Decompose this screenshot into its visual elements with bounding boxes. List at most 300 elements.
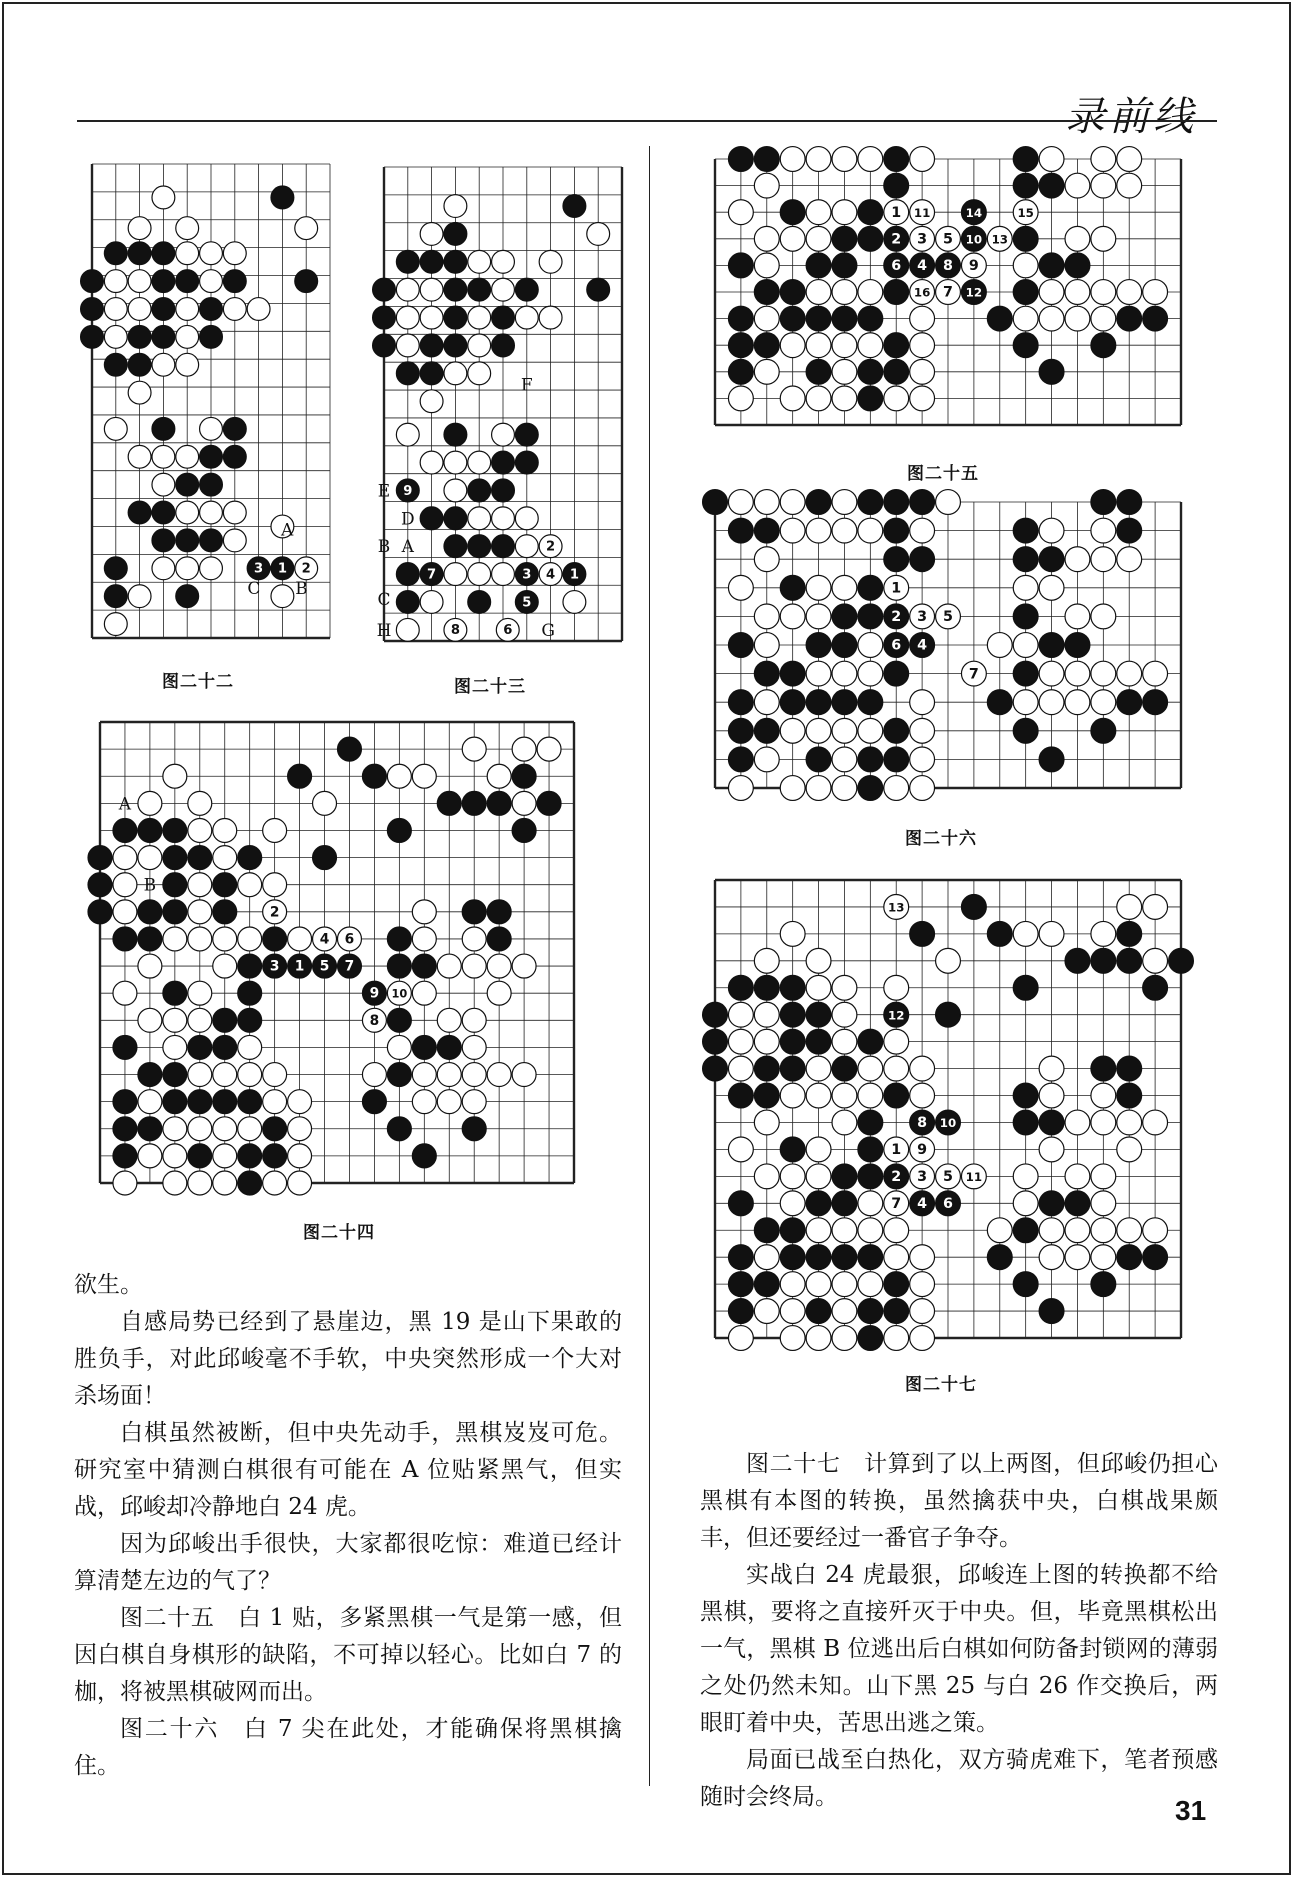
black-stone	[387, 1063, 411, 1087]
white-stone	[138, 1008, 162, 1032]
white-stone	[444, 563, 467, 586]
white-stone	[1117, 1218, 1142, 1243]
white-stone	[858, 718, 883, 743]
point-label: E	[377, 481, 391, 502]
white-stone	[858, 147, 883, 172]
move-number: 3	[917, 609, 928, 626]
black-stone	[961, 280, 986, 305]
white-stone	[806, 718, 831, 743]
black-stone	[396, 563, 419, 586]
black-stone	[884, 253, 909, 278]
white-stone	[263, 1171, 287, 1195]
black-stone	[1065, 1191, 1090, 1216]
white-stone	[1091, 173, 1116, 198]
white-stone	[539, 563, 562, 586]
diagram-caption-24: 图二十四	[303, 1223, 375, 1243]
black-stone	[152, 270, 175, 293]
black-stone	[884, 490, 909, 515]
white-stone	[200, 242, 223, 265]
black-stone	[806, 490, 831, 515]
black-stone	[152, 529, 175, 552]
white-stone	[462, 1063, 486, 1087]
white-stone	[884, 975, 909, 1000]
move-number: 8	[943, 258, 953, 275]
black-stone	[858, 200, 883, 225]
black-stone	[223, 417, 246, 440]
white-stone	[780, 1164, 805, 1189]
white-stone	[832, 1326, 857, 1351]
white-stone	[1117, 1110, 1142, 1135]
white-stone	[1143, 1110, 1168, 1135]
white-stone	[936, 1164, 961, 1189]
white-stone	[1143, 895, 1168, 920]
white-stone	[936, 226, 961, 251]
white-stone	[163, 927, 187, 951]
white-stone	[492, 250, 515, 273]
white-stone	[420, 591, 443, 614]
white-stone	[1065, 547, 1090, 572]
go-diagram-23	[372, 155, 634, 653]
white-stone	[200, 417, 223, 440]
black-stone	[213, 873, 237, 897]
black-stone	[806, 1029, 831, 1054]
black-stone	[728, 633, 753, 658]
move-number: 12	[888, 1008, 905, 1023]
black-stone	[462, 900, 486, 924]
white-stone	[420, 222, 443, 245]
black-stone	[213, 1035, 237, 1059]
white-stone	[806, 280, 831, 305]
white-stone	[188, 818, 212, 842]
black-stone	[512, 764, 536, 788]
black-stone	[444, 222, 467, 245]
white-stone	[780, 386, 805, 411]
white-stone	[492, 563, 515, 586]
go-diagram-22	[80, 152, 342, 650]
black-stone	[884, 518, 909, 543]
white-stone	[288, 1090, 312, 1114]
black-stone	[1091, 1056, 1116, 1081]
black-stone	[176, 270, 199, 293]
move-number: 7	[427, 567, 437, 583]
black-stone	[81, 298, 104, 321]
white-stone	[832, 1002, 857, 1027]
white-stone	[936, 604, 961, 629]
black-stone	[1117, 518, 1142, 543]
white-stone	[1091, 1245, 1116, 1270]
black-stone	[858, 386, 883, 411]
point-label: B	[143, 875, 157, 896]
diagram-caption-25: 图二十五	[907, 464, 979, 484]
black-stone	[113, 818, 137, 842]
white-stone	[754, 1029, 779, 1054]
white-stone	[754, 1164, 779, 1189]
white-stone	[444, 618, 467, 641]
white-stone	[910, 1056, 935, 1081]
black-stone	[728, 1299, 753, 1324]
white-stone	[396, 306, 419, 329]
white-stone	[1091, 518, 1116, 543]
white-stone	[1091, 1218, 1116, 1243]
white-stone	[1065, 604, 1090, 629]
move-number: 2	[891, 609, 902, 626]
white-stone	[247, 298, 270, 321]
white-stone	[213, 927, 237, 951]
black-stone	[780, 975, 805, 1000]
black-stone	[832, 1191, 857, 1216]
white-stone	[295, 217, 318, 240]
white-stone	[1065, 690, 1090, 715]
black-stone	[728, 1191, 753, 1216]
white-stone	[910, 280, 935, 305]
white-stone	[1039, 661, 1064, 686]
black-stone	[515, 591, 538, 614]
paragraph: 实战白 24 虎最狠，邱峻连上图的转换都不给黑棋，要将之直接歼灭于中央。但，毕竟黑棋松出一气，黑棋 B 位逃出后白棋如何防备封锁网的薄弱之处仍然未知。山下黑 25 与白 26 作交换后，两眼盯着中央，苦思出逃之策。	[700, 1562, 1218, 1736]
black-stone	[420, 507, 443, 530]
white-stone	[728, 386, 753, 411]
white-stone	[754, 604, 779, 629]
move-number: 4	[319, 931, 330, 948]
black-stone	[1013, 333, 1038, 358]
white-stone	[754, 253, 779, 278]
black-stone	[728, 747, 753, 772]
black-stone	[728, 359, 753, 384]
white-stone	[910, 359, 935, 384]
white-stone	[176, 557, 199, 580]
white-stone	[806, 386, 831, 411]
white-stone	[487, 954, 511, 978]
white-stone	[1091, 306, 1116, 331]
black-stone	[832, 1164, 857, 1189]
white-stone	[1091, 547, 1116, 572]
paragraph: 欲生。	[74, 1272, 143, 1298]
black-stone	[754, 975, 779, 1000]
black-stone	[780, 575, 805, 600]
white-stone	[728, 200, 753, 225]
black-stone	[806, 1245, 831, 1270]
white-stone	[238, 927, 262, 951]
move-number: 5	[522, 595, 532, 611]
white-stone	[1039, 1137, 1064, 1162]
black-stone	[152, 417, 175, 440]
black-stone	[373, 334, 396, 357]
white-stone	[1065, 173, 1090, 198]
white-stone	[444, 451, 467, 474]
white-stone	[492, 423, 515, 446]
black-stone	[858, 1110, 883, 1135]
point-label: G	[541, 620, 556, 641]
black-stone	[1143, 1245, 1168, 1270]
black-stone	[387, 1008, 411, 1032]
white-stone	[487, 981, 511, 1005]
white-stone	[806, 776, 831, 801]
white-stone	[806, 226, 831, 251]
black-stone	[858, 1299, 883, 1324]
black-stone	[420, 250, 443, 273]
white-stone	[176, 501, 199, 524]
white-stone	[832, 975, 857, 1000]
white-stone	[113, 873, 137, 897]
white-stone	[1091, 1164, 1116, 1189]
white-stone	[1013, 200, 1038, 225]
black-stone	[362, 1090, 386, 1114]
black-stone	[104, 557, 127, 580]
white-stone	[288, 1117, 312, 1141]
black-stone	[936, 253, 961, 278]
white-stone	[1039, 280, 1064, 305]
paragraph: 自感局势已经到了悬崖边，黑 19 是山下果敢的胜负手，对此邱峻毫不手软，中央突然形成一个大对杀场面！	[74, 1309, 622, 1409]
section-title: 录前线	[1065, 94, 1197, 140]
black-stone	[188, 846, 212, 870]
black-stone	[113, 1144, 137, 1168]
white-stone	[1039, 690, 1064, 715]
white-stone	[188, 981, 212, 1005]
white-stone	[512, 737, 536, 761]
white-stone	[754, 1299, 779, 1324]
white-stone	[728, 776, 753, 801]
white-stone	[223, 529, 246, 552]
white-stone	[910, 1272, 935, 1297]
white-stone	[437, 1063, 461, 1087]
black-stone	[88, 846, 112, 870]
black-stone	[1143, 690, 1168, 715]
black-stone	[412, 954, 436, 978]
black-stone	[987, 1245, 1012, 1270]
white-stone	[515, 507, 538, 530]
white-stone	[910, 1164, 935, 1189]
white-stone	[961, 661, 986, 686]
black-stone	[128, 242, 151, 265]
white-stone	[832, 776, 857, 801]
black-stone	[987, 306, 1012, 331]
move-number: 13	[888, 900, 905, 915]
black-stone	[444, 306, 467, 329]
black-stone	[512, 818, 536, 842]
white-stone	[487, 764, 511, 788]
white-stone	[910, 1137, 935, 1162]
black-stone	[703, 1002, 728, 1027]
white-stone	[780, 604, 805, 629]
black-stone	[176, 473, 199, 496]
white-stone	[884, 575, 909, 600]
black-stone	[1039, 173, 1064, 198]
white-stone	[138, 954, 162, 978]
point-label: B	[377, 537, 391, 558]
white-stone	[1039, 921, 1064, 946]
black-stone	[295, 270, 318, 293]
black-stone	[936, 1002, 961, 1027]
white-stone	[515, 306, 538, 329]
white-stone	[412, 764, 436, 788]
white-stone	[337, 927, 361, 951]
move-number: 2	[891, 1169, 902, 1186]
black-stone	[420, 334, 443, 357]
black-stone	[537, 791, 561, 815]
diagram-caption-27: 图二十七	[905, 1375, 977, 1395]
black-stone	[754, 518, 779, 543]
white-stone	[806, 1083, 831, 1108]
white-stone	[188, 1171, 212, 1195]
black-stone	[910, 921, 935, 946]
white-stone	[832, 280, 857, 305]
white-stone	[138, 791, 162, 815]
black-stone	[104, 585, 127, 608]
white-stone	[832, 147, 857, 172]
white-stone	[754, 226, 779, 251]
white-stone	[1065, 306, 1090, 331]
white-stone	[492, 507, 515, 530]
white-stone	[754, 948, 779, 973]
move-number: 6	[344, 931, 355, 948]
go-diagram-25	[703, 147, 1193, 437]
white-stone	[806, 200, 831, 225]
white-stone	[213, 1144, 237, 1168]
white-stone	[728, 1029, 753, 1054]
white-stone	[213, 1171, 237, 1195]
black-stone	[444, 250, 467, 273]
move-number: 11	[913, 205, 931, 220]
black-stone	[754, 718, 779, 743]
white-stone	[1013, 575, 1038, 600]
black-stone	[200, 445, 223, 468]
white-stone	[1117, 280, 1142, 305]
white-stone	[858, 1191, 883, 1216]
white-stone	[832, 718, 857, 743]
white-stone	[832, 1029, 857, 1054]
white-stone	[462, 1035, 486, 1059]
white-stone	[492, 278, 515, 301]
black-stone	[468, 591, 491, 614]
black-stone	[81, 270, 104, 293]
white-stone	[858, 1272, 883, 1297]
black-stone	[387, 1117, 411, 1141]
white-stone	[754, 633, 779, 658]
black-stone	[263, 954, 287, 978]
black-stone	[884, 280, 909, 305]
black-stone	[987, 921, 1012, 946]
white-stone	[1117, 1137, 1142, 1162]
white-stone	[396, 334, 419, 357]
move-number: 4	[917, 637, 928, 654]
black-stone	[420, 362, 443, 385]
white-stone	[858, 661, 883, 686]
white-stone	[176, 325, 199, 348]
white-stone	[936, 490, 961, 515]
black-stone	[487, 927, 511, 951]
black-stone	[1117, 1245, 1142, 1270]
white-stone	[188, 873, 212, 897]
white-stone	[858, 333, 883, 358]
black-stone	[263, 927, 287, 951]
black-stone	[468, 479, 491, 502]
black-stone	[1117, 1056, 1142, 1081]
white-stone	[396, 278, 419, 301]
black-stone	[223, 270, 246, 293]
white-stone	[936, 948, 961, 973]
white-stone	[1039, 518, 1064, 543]
white-stone	[910, 1245, 935, 1270]
move-number: 3	[522, 567, 532, 583]
black-stone	[288, 764, 312, 788]
black-stone	[263, 1117, 287, 1141]
black-stone	[152, 501, 175, 524]
white-stone	[806, 1056, 831, 1081]
move-number: 5	[943, 609, 953, 626]
black-stone	[462, 1117, 486, 1141]
white-stone	[1013, 921, 1038, 946]
white-stone	[806, 1218, 831, 1243]
black-stone	[1117, 306, 1142, 331]
white-stone	[113, 1171, 137, 1195]
black-stone	[728, 718, 753, 743]
white-stone	[884, 895, 909, 920]
black-stone	[104, 242, 127, 265]
black-stone	[832, 604, 857, 629]
white-stone	[152, 473, 175, 496]
black-stone	[1039, 253, 1064, 278]
white-stone	[412, 1063, 436, 1087]
move-number: 13	[991, 232, 1008, 247]
black-stone	[188, 1090, 212, 1114]
black-stone	[1013, 518, 1038, 543]
black-stone	[213, 1090, 237, 1114]
white-stone	[1091, 1191, 1116, 1216]
white-stone	[163, 1008, 187, 1032]
white-stone	[152, 353, 175, 376]
white-stone	[104, 613, 127, 636]
black-stone	[910, 547, 935, 572]
white-stone	[832, 386, 857, 411]
black-stone	[858, 776, 883, 801]
white-stone	[128, 217, 151, 240]
black-stone	[373, 278, 396, 301]
black-stone	[138, 1117, 162, 1141]
white-stone	[462, 1008, 486, 1032]
black-stone	[728, 518, 753, 543]
black-stone	[1039, 1191, 1064, 1216]
white-stone	[832, 575, 857, 600]
white-stone	[754, 306, 779, 331]
black-stone	[200, 298, 223, 321]
black-stone	[806, 253, 831, 278]
white-stone	[1013, 1191, 1038, 1216]
white-stone	[1143, 1218, 1168, 1243]
white-stone	[1039, 1056, 1064, 1081]
white-stone	[910, 776, 935, 801]
white-stone	[1143, 948, 1168, 973]
move-number: 1	[891, 1142, 902, 1159]
black-stone	[337, 737, 361, 761]
white-stone	[387, 1035, 411, 1059]
white-stone	[295, 557, 318, 580]
white-stone	[288, 1144, 312, 1168]
black-stone	[1143, 975, 1168, 1000]
point-label: C	[377, 590, 391, 611]
black-stone	[728, 690, 753, 715]
white-stone	[468, 507, 491, 530]
white-stone	[728, 490, 753, 515]
move-number: 2	[301, 561, 311, 577]
black-stone	[492, 535, 515, 558]
black-stone	[387, 954, 411, 978]
black-stone	[176, 529, 199, 552]
white-stone	[213, 1063, 237, 1087]
white-stone	[163, 1171, 187, 1195]
white-stone	[832, 1299, 857, 1324]
black-stone	[587, 278, 610, 301]
paragraph: 图二十五 白 1 贴，多紧黑棋一气是第一感，但因白棋自身棋形的缺陷，不可掉以轻心。比如白 7 的枷，将被黑棋破网而出。	[74, 1605, 622, 1705]
black-stone	[858, 747, 883, 772]
